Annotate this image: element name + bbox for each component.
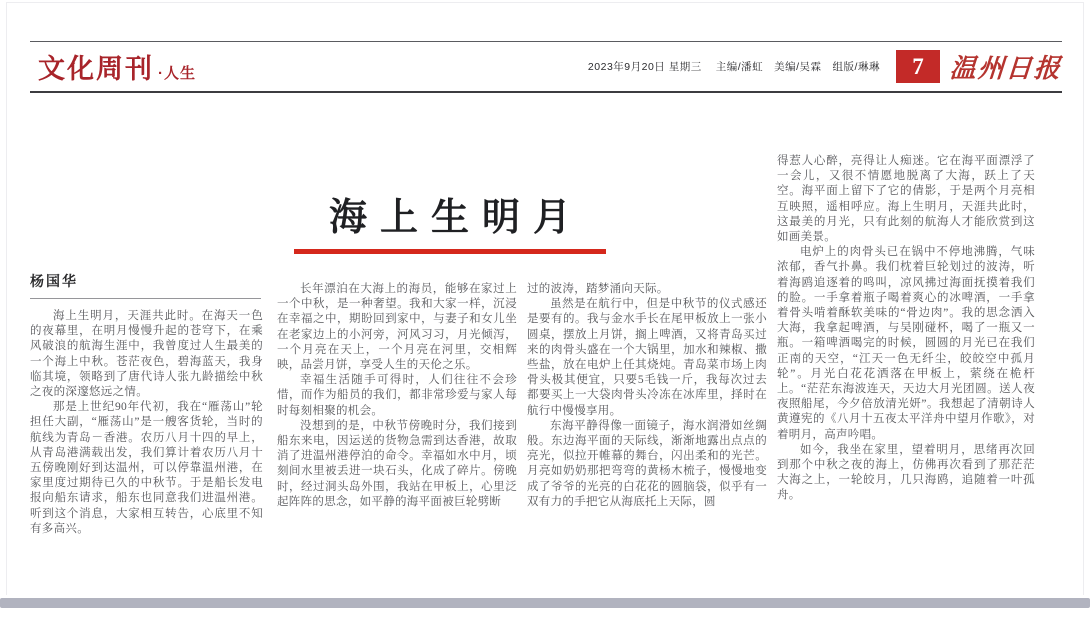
author-block (30, 271, 261, 299)
editors-credits: 主编/潘虹 美编/吴霖 组版/琳琳 (715, 61, 880, 73)
paragraph-continuation: 过的波涛，踏梦涌向天际。 (527, 283, 669, 295)
paragraph: 虽然是在航行中，但是中秋节的仪式感还是要有的。我与金水手长在尾甲板放上一张小圆桌，摆放上月饼，搁上啤酒，又将青岛买过来的肉骨头盛在一个大锅里，加水和辣椒、撒些盐，放在电炉上任其烧炖。青岛菜市场上肉骨头极其便宜，只要5毛钱一斤，我每次过去都要买上一大袋肉骨头冷冻在冰库里，择时在航行中慢慢享用。 (527, 298, 767, 417)
paragraph: 海上生明月，天涯共此时。在海天一色的夜幕里，在明月慢慢升起的苍穹下，在乘风破浪的航海生涯中，我曾度过人生最美的一个海上中秋。苍茫夜色，碧海蓝天，我身临其境，领略到了唐代诗人张九龄描绘中秋之夜的深邃悠远之情。 (30, 310, 263, 399)
paragraph: 没想到的是，中秋节傍晚时分，我们接到船东来电，因运送的货物急需到达香港，故取消了进温州港停泊的命令。幸福如水中月，顷刻间水里被丢进一块石头，化成了碎片。傍晚时，经过洞头岛外围，我站在甲板上，心里泛起阵阵的思念，如平静的海平面被巨轮劈断 (277, 419, 517, 508)
paragraph: 幸福生活随手可得时，人们往往不会珍惜，而作为船员的我们，都非常珍爱与家人每时每刻相聚的机会。 (277, 374, 517, 417)
section-subtitle: ·人生 (158, 65, 196, 82)
article-title: 海上生明月 (328, 197, 584, 239)
article-column-2 (277, 282, 517, 510)
author-name: 杨国华 (30, 273, 78, 289)
paragraph: 如今，我坐在家里，望着明月，思绪再次回到那个中秋之夜的海上，仿佛再次看到了那茫茫大海之上，一轮皎月，几只海鸥，追随着一叶孤舟。 (777, 443, 1035, 502)
paragraph: 电炉上的肉骨头已在锅中不停地沸腾，气味浓郁，香气扑鼻。我们枕着巨轮划过的波涛，听着海鸥追逐着的鸣叫，凉风拂过海面抚摸着我们的脸。一手拿着瓶子喝着爽心的冰啤酒，一手拿着骨头啃着酥软美味的“骨边肉”。我的思念洒入大海，我拿起啤酒，与吴刚碰杯，喝了一瓶又一瓶。一箱啤酒喝完的时候，圆圆的月光已在我们正南的天空，“江天一色无纤尘，皎皎空中孤月轮”。月光白花花洒落在甲板上，萦绕在桅杆上。“茫茫东海波连天，天边大月光团圆。送人夜夜照船尾，今夕倍放清光妍”。我想起了清朝诗人黄遵宪的《八月十五夜太平洋舟中望月作歌》，对着明月，高声吟唱。 (777, 246, 1035, 441)
paragraph-continuation: 得惹人心醉，亮得让人痴迷。它在海平面漂浮了一会儿，又很不情愿地脱离了大海，跃上了天空。海平面上留下了它的倩影，于是两个月亮相互映照，遥相呼应。海上生明月，天涯共此时，这最美的月光，只有此刻的航海人才能欣赏到这如画美景。 (777, 155, 1035, 244)
paragraph: 东海平静得像一面镜子，海水润滑如丝绸般。东边海平面的天际线，渐渐地露出点点的亮光，似拉开帷幕的舞台，闪出柔和的光芒。月亮如奶奶那把弯弯的黄杨木梳子，慢慢地变成了爷爷的光亮的白花花的圆脑袋，似乎有一双有力的手把它从海底托上天际，圆 (527, 419, 767, 508)
article-column-1 (30, 309, 263, 537)
page-bottom-bar (0, 598, 1090, 608)
page-number-badge: 7 (896, 50, 940, 83)
masthead (30, 41, 1062, 93)
newspaper-logo: 温州日报 (948, 54, 1063, 83)
title-underline (294, 249, 606, 254)
issue-date: 2023年9月20日 星期三 (587, 61, 702, 73)
article-column-3 (527, 282, 767, 510)
paragraph: 那是上世纪90年代初，我在“雁荡山”轮担任大副，“雁荡山”是一艘客货轮，当时的航线为青岛－香港。农历八月十四的早上，从青岛港满载出发，我们算计着农历八月十五傍晚刚好到达温州，可以停靠温州港，在家里度过期待已久的中秋节。于是船长发电报向船东请求，船东也同意我们进温州港。听到这个消息，大家相互转告，心底里不知有多高兴。 (30, 401, 263, 535)
paragraph: 长年漂泊在大海上的海员，能够在家过上一个中秋，是一种奢望。我和大家一样，沉浸在幸福之中，期盼回到家中，与妻子和女儿坐在老家边上的小河旁，河风习习，月光倾泻，一个月亮在天上，一个月亮在河里，交相辉映，品尝月饼，享受人生的天伦之乐。 (277, 283, 517, 372)
article-title-block (285, 186, 615, 254)
masthead-right (588, 48, 1062, 85)
section-name (30, 47, 196, 86)
article-column-4 (777, 154, 1035, 504)
section-title: 文化周刊 (38, 54, 154, 84)
